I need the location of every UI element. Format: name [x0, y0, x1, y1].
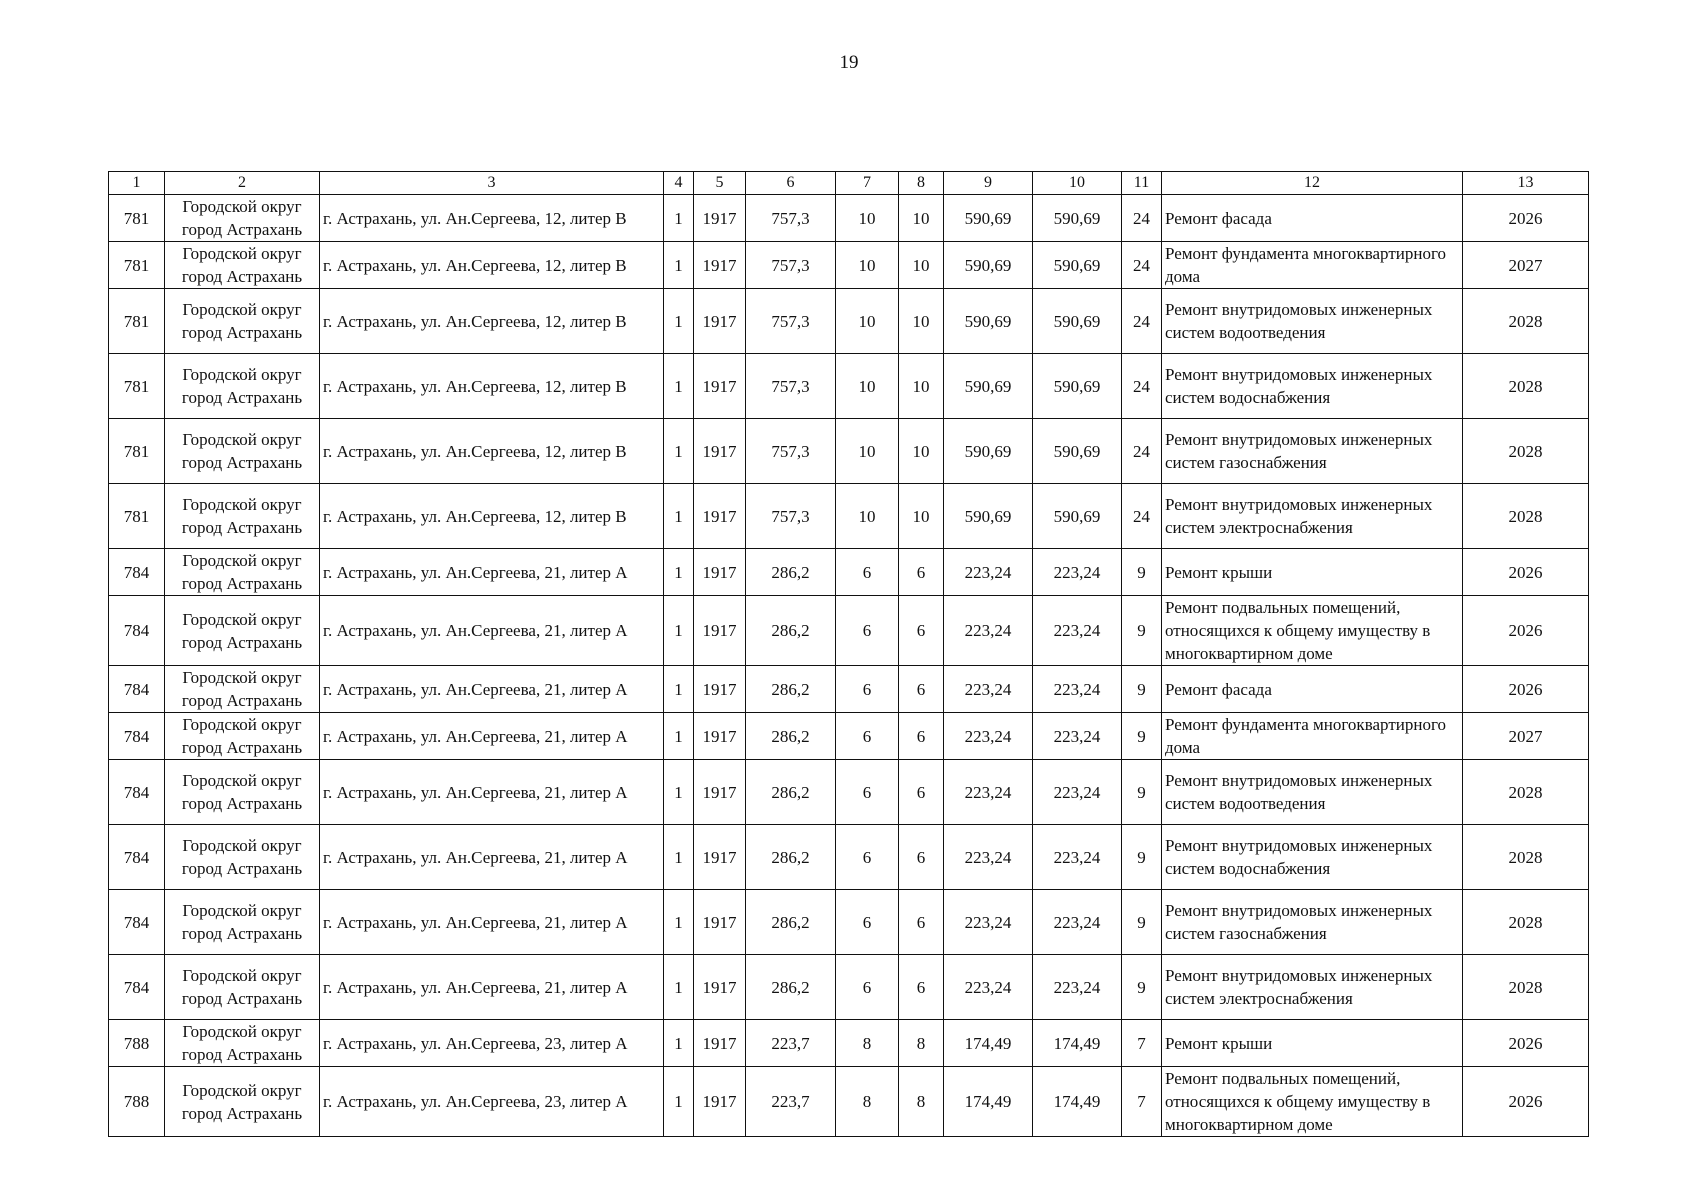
- municipality-cell: Городской округ город Астрахань: [165, 955, 320, 1020]
- address-cell: г. Астрахань, ул. Ан.Сергеева, 12, литер В: [320, 419, 664, 484]
- column-number-row: [109, 172, 1589, 195]
- col-8-cell: 8: [899, 1067, 944, 1137]
- repair-work-cell: Ремонт крыши: [1162, 549, 1463, 596]
- col-11-cell: 9: [1122, 955, 1162, 1020]
- col-9-cell: 174,49: [944, 1067, 1033, 1137]
- address-cell: г. Астрахань, ул. Ан.Сергеева, 21, литер А: [320, 890, 664, 955]
- table-row: [109, 354, 1589, 419]
- municipality-cell: Городской округ город Астрахань: [165, 713, 320, 760]
- col-10-cell: 590,69: [1033, 242, 1122, 289]
- col-6-cell: 286,2: [746, 890, 836, 955]
- col-8-cell: 6: [899, 666, 944, 713]
- col-6-cell: 757,3: [746, 354, 836, 419]
- address-cell: г. Астрахань, ул. Ан.Сергеева, 12, литер В: [320, 195, 664, 242]
- col-6-cell: 223,7: [746, 1067, 836, 1137]
- municipality-cell: Городской округ город Астрахань: [165, 825, 320, 890]
- col-8-cell: 10: [899, 195, 944, 242]
- col-7-cell: 6: [836, 713, 899, 760]
- column-header-7: 7: [836, 172, 899, 195]
- repair-work-cell: Ремонт внутридомовых инженерных систем электроснабжения: [1162, 955, 1463, 1020]
- col-9-cell: 590,69: [944, 419, 1033, 484]
- col-4-cell: 1: [664, 195, 694, 242]
- repair-work-cell: Ремонт крыши: [1162, 1020, 1463, 1067]
- municipality-cell: Городской округ город Астрахань: [165, 1067, 320, 1137]
- col-4-cell: 1: [664, 419, 694, 484]
- col-11-cell: 7: [1122, 1020, 1162, 1067]
- col-6-cell: 223,7: [746, 1020, 836, 1067]
- repair-year-cell: 2028: [1463, 419, 1589, 484]
- col-10-cell: 223,24: [1033, 955, 1122, 1020]
- address-cell: г. Астрахань, ул. Ан.Сергеева, 21, литер А: [320, 549, 664, 596]
- col-4-cell: 1: [664, 354, 694, 419]
- col-4-cell: 1: [664, 549, 694, 596]
- col-8-cell: 10: [899, 242, 944, 289]
- col-11-cell: 24: [1122, 289, 1162, 354]
- row-number-cell: 781: [109, 484, 165, 549]
- column-header-2: 2: [165, 172, 320, 195]
- col-6-cell: 757,3: [746, 289, 836, 354]
- col-8-cell: 10: [899, 354, 944, 419]
- municipality-cell: Городской округ город Астрахань: [165, 760, 320, 825]
- table-row: [109, 713, 1589, 760]
- municipality-cell: Городской округ город Астрахань: [165, 1020, 320, 1067]
- row-number-cell: 784: [109, 760, 165, 825]
- column-header-4: 4: [664, 172, 694, 195]
- repair-year-cell: 2026: [1463, 596, 1589, 666]
- address-cell: г. Астрахань, ул. Ан.Сергеева, 21, литер А: [320, 760, 664, 825]
- col-6-cell: 286,2: [746, 549, 836, 596]
- repair-year-cell: 2026: [1463, 1067, 1589, 1137]
- repair-year-cell: 2028: [1463, 955, 1589, 1020]
- municipality-cell: Городской округ город Астрахань: [165, 666, 320, 713]
- col-9-cell: 223,24: [944, 713, 1033, 760]
- row-number-cell: 781: [109, 195, 165, 242]
- table-row: [109, 419, 1589, 484]
- row-number-cell: 781: [109, 289, 165, 354]
- build-year-cell: 1917: [694, 825, 746, 890]
- repair-work-cell: Ремонт внутридомовых инженерных систем газоснабжения: [1162, 890, 1463, 955]
- col-10-cell: 590,69: [1033, 289, 1122, 354]
- col-11-cell: 9: [1122, 666, 1162, 713]
- column-header-5: 5: [694, 172, 746, 195]
- repair-work-cell: Ремонт подвальных помещений, относящихся к общему имуществу в многоквартирном доме: [1162, 1067, 1463, 1137]
- municipality-cell: Городской округ город Астрахань: [165, 484, 320, 549]
- build-year-cell: 1917: [694, 549, 746, 596]
- col-7-cell: 10: [836, 242, 899, 289]
- col-6-cell: 757,3: [746, 195, 836, 242]
- col-7-cell: 6: [836, 666, 899, 713]
- col-7-cell: 10: [836, 289, 899, 354]
- col-4-cell: 1: [664, 890, 694, 955]
- col-9-cell: 590,69: [944, 289, 1033, 354]
- col-11-cell: 9: [1122, 549, 1162, 596]
- col-10-cell: 174,49: [1033, 1067, 1122, 1137]
- col-8-cell: 10: [899, 289, 944, 354]
- repair-work-cell: Ремонт внутридомовых инженерных систем водоотведения: [1162, 289, 1463, 354]
- address-cell: г. Астрахань, ул. Ан.Сергеева, 21, литер А: [320, 955, 664, 1020]
- row-number-cell: 784: [109, 596, 165, 666]
- col-6-cell: 286,2: [746, 955, 836, 1020]
- col-8-cell: 6: [899, 760, 944, 825]
- address-cell: г. Астрахань, ул. Ан.Сергеева, 12, литер В: [320, 289, 664, 354]
- repair-work-cell: Ремонт внутридомовых инженерных систем электроснабжения: [1162, 484, 1463, 549]
- col-11-cell: 24: [1122, 242, 1162, 289]
- col-8-cell: 6: [899, 825, 944, 890]
- col-7-cell: 6: [836, 549, 899, 596]
- repair-work-cell: Ремонт фасада: [1162, 666, 1463, 713]
- column-header-6: 6: [746, 172, 836, 195]
- row-number-cell: 781: [109, 242, 165, 289]
- build-year-cell: 1917: [694, 1067, 746, 1137]
- col-6-cell: 286,2: [746, 713, 836, 760]
- column-header-12: 12: [1162, 172, 1463, 195]
- col-7-cell: 6: [836, 596, 899, 666]
- municipality-cell: Городской округ город Астрахань: [165, 596, 320, 666]
- municipality-cell: Городской округ город Астрахань: [165, 419, 320, 484]
- col-9-cell: 590,69: [944, 195, 1033, 242]
- col-7-cell: 10: [836, 195, 899, 242]
- build-year-cell: 1917: [694, 890, 746, 955]
- build-year-cell: 1917: [694, 484, 746, 549]
- address-cell: г. Астрахань, ул. Ан.Сергеева, 23, литер А: [320, 1020, 664, 1067]
- col-6-cell: 757,3: [746, 484, 836, 549]
- col-7-cell: 6: [836, 955, 899, 1020]
- table-row: [109, 666, 1589, 713]
- col-8-cell: 10: [899, 419, 944, 484]
- col-9-cell: 590,69: [944, 354, 1033, 419]
- row-number-cell: 788: [109, 1067, 165, 1137]
- build-year-cell: 1917: [694, 955, 746, 1020]
- table-row: [109, 890, 1589, 955]
- col-10-cell: 223,24: [1033, 549, 1122, 596]
- col-9-cell: 223,24: [944, 825, 1033, 890]
- col-4-cell: 1: [664, 289, 694, 354]
- col-7-cell: 10: [836, 419, 899, 484]
- col-7-cell: 6: [836, 890, 899, 955]
- row-number-cell: 784: [109, 713, 165, 760]
- address-cell: г. Астрахань, ул. Ан.Сергеева, 21, литер А: [320, 666, 664, 713]
- col-8-cell: 6: [899, 955, 944, 1020]
- repair-year-cell: 2028: [1463, 890, 1589, 955]
- col-9-cell: 223,24: [944, 760, 1033, 825]
- col-8-cell: 6: [899, 549, 944, 596]
- col-10-cell: 223,24: [1033, 825, 1122, 890]
- col-11-cell: 9: [1122, 713, 1162, 760]
- repair-year-cell: 2028: [1463, 354, 1589, 419]
- address-cell: г. Астрахань, ул. Ан.Сергеева, 12, литер В: [320, 484, 664, 549]
- col-7-cell: 8: [836, 1020, 899, 1067]
- col-4-cell: 1: [664, 596, 694, 666]
- col-11-cell: 24: [1122, 419, 1162, 484]
- col-9-cell: 590,69: [944, 484, 1033, 549]
- col-4-cell: 1: [664, 1020, 694, 1067]
- col-11-cell: 24: [1122, 354, 1162, 419]
- build-year-cell: 1917: [694, 289, 746, 354]
- column-header-3: 3: [320, 172, 664, 195]
- table-row: [109, 549, 1589, 596]
- column-header-1: 1: [109, 172, 165, 195]
- col-11-cell: 24: [1122, 484, 1162, 549]
- col-11-cell: 24: [1122, 195, 1162, 242]
- col-8-cell: 6: [899, 713, 944, 760]
- address-cell: г. Астрахань, ул. Ан.Сергеева, 12, литер В: [320, 242, 664, 289]
- col-10-cell: 223,24: [1033, 760, 1122, 825]
- col-10-cell: 223,24: [1033, 890, 1122, 955]
- build-year-cell: 1917: [694, 760, 746, 825]
- table-row: [109, 955, 1589, 1020]
- build-year-cell: 1917: [694, 419, 746, 484]
- col-4-cell: 1: [664, 825, 694, 890]
- col-4-cell: 1: [664, 242, 694, 289]
- col-9-cell: 223,24: [944, 955, 1033, 1020]
- col-8-cell: 8: [899, 1020, 944, 1067]
- table-row: [109, 242, 1589, 289]
- municipality-cell: Городской округ город Астрахань: [165, 289, 320, 354]
- col-4-cell: 1: [664, 955, 694, 1020]
- col-4-cell: 1: [664, 484, 694, 549]
- address-cell: г. Астрахань, ул. Ан.Сергеева, 21, литер А: [320, 713, 664, 760]
- table-row: [109, 1067, 1589, 1137]
- municipality-cell: Городской округ город Астрахань: [165, 242, 320, 289]
- row-number-cell: 788: [109, 1020, 165, 1067]
- col-8-cell: 6: [899, 890, 944, 955]
- table-row: [109, 825, 1589, 890]
- col-6-cell: 286,2: [746, 666, 836, 713]
- municipality-cell: Городской округ город Астрахань: [165, 890, 320, 955]
- row-number-cell: 781: [109, 419, 165, 484]
- col-4-cell: 1: [664, 1067, 694, 1137]
- table-row: [109, 1020, 1589, 1067]
- address-cell: г. Астрахань, ул. Ан.Сергеева, 12, литер В: [320, 354, 664, 419]
- col-11-cell: 9: [1122, 825, 1162, 890]
- build-year-cell: 1917: [694, 666, 746, 713]
- table-row: [109, 195, 1589, 242]
- col-10-cell: 590,69: [1033, 419, 1122, 484]
- column-header-8: 8: [899, 172, 944, 195]
- col-9-cell: 223,24: [944, 666, 1033, 713]
- column-header-9: 9: [944, 172, 1033, 195]
- repair-work-cell: Ремонт внутридомовых инженерных систем газоснабжения: [1162, 419, 1463, 484]
- table-row: [109, 760, 1589, 825]
- col-10-cell: 223,24: [1033, 596, 1122, 666]
- build-year-cell: 1917: [694, 354, 746, 419]
- page-number: 19: [839, 52, 859, 73]
- build-year-cell: 1917: [694, 1020, 746, 1067]
- col-4-cell: 1: [664, 760, 694, 825]
- row-number-cell: 784: [109, 890, 165, 955]
- row-number-cell: 784: [109, 955, 165, 1020]
- repair-work-cell: Ремонт фасада: [1162, 195, 1463, 242]
- repair-year-cell: 2028: [1463, 825, 1589, 890]
- table-row: [109, 289, 1589, 354]
- table-row: [109, 596, 1589, 666]
- repair-year-cell: 2027: [1463, 713, 1589, 760]
- repair-year-cell: 2026: [1463, 1020, 1589, 1067]
- column-header-13: 13: [1463, 172, 1589, 195]
- col-9-cell: 223,24: [944, 890, 1033, 955]
- col-11-cell: 9: [1122, 890, 1162, 955]
- repair-year-cell: 2028: [1463, 484, 1589, 549]
- col-6-cell: 757,3: [746, 242, 836, 289]
- address-cell: г. Астрахань, ул. Ан.Сергеева, 21, литер А: [320, 825, 664, 890]
- repair-work-cell: Ремонт внутридомовых инженерных систем водоснабжения: [1162, 825, 1463, 890]
- repair-schedule-table: [108, 171, 1589, 1137]
- col-6-cell: 286,2: [746, 825, 836, 890]
- repair-work-cell: Ремонт внутридомовых инженерных систем водоснабжения: [1162, 354, 1463, 419]
- column-header-11: 11: [1122, 172, 1162, 195]
- row-number-cell: 781: [109, 354, 165, 419]
- repair-work-cell: Ремонт фундамента многоквартирного дома: [1162, 242, 1463, 289]
- build-year-cell: 1917: [694, 242, 746, 289]
- col-11-cell: 7: [1122, 1067, 1162, 1137]
- col-10-cell: 174,49: [1033, 1020, 1122, 1067]
- build-year-cell: 1917: [694, 713, 746, 760]
- row-number-cell: 784: [109, 825, 165, 890]
- table-row: [109, 484, 1589, 549]
- col-9-cell: 174,49: [944, 1020, 1033, 1067]
- col-11-cell: 9: [1122, 596, 1162, 666]
- col-6-cell: 286,2: [746, 596, 836, 666]
- col-10-cell: 223,24: [1033, 713, 1122, 760]
- col-7-cell: 10: [836, 484, 899, 549]
- address-cell: г. Астрахань, ул. Ан.Сергеева, 23, литер А: [320, 1067, 664, 1137]
- address-cell: г. Астрахань, ул. Ан.Сергеева, 21, литер А: [320, 596, 664, 666]
- row-number-cell: 784: [109, 549, 165, 596]
- repair-work-cell: Ремонт фундамента многоквартирного дома: [1162, 713, 1463, 760]
- repair-year-cell: 2026: [1463, 549, 1589, 596]
- col-11-cell: 9: [1122, 760, 1162, 825]
- col-10-cell: 223,24: [1033, 666, 1122, 713]
- col-7-cell: 8: [836, 1067, 899, 1137]
- col-9-cell: 223,24: [944, 596, 1033, 666]
- col-9-cell: 590,69: [944, 242, 1033, 289]
- col-8-cell: 10: [899, 484, 944, 549]
- municipality-cell: Городской округ город Астрахань: [165, 354, 320, 419]
- col-4-cell: 1: [664, 713, 694, 760]
- col-4-cell: 1: [664, 666, 694, 713]
- repair-year-cell: 2026: [1463, 666, 1589, 713]
- repair-work-cell: Ремонт внутридомовых инженерных систем водоотведения: [1162, 760, 1463, 825]
- col-6-cell: 286,2: [746, 760, 836, 825]
- municipality-cell: Городской округ город Астрахань: [165, 195, 320, 242]
- repair-year-cell: 2027: [1463, 242, 1589, 289]
- repair-year-cell: 2028: [1463, 760, 1589, 825]
- municipality-cell: Городской округ город Астрахань: [165, 549, 320, 596]
- table-body: [109, 195, 1589, 1137]
- col-7-cell: 6: [836, 825, 899, 890]
- col-10-cell: 590,69: [1033, 484, 1122, 549]
- repair-work-cell: Ремонт подвальных помещений, относящихся к общему имуществу в многоквартирном доме: [1162, 596, 1463, 666]
- build-year-cell: 1917: [694, 596, 746, 666]
- col-10-cell: 590,69: [1033, 354, 1122, 419]
- build-year-cell: 1917: [694, 195, 746, 242]
- col-7-cell: 6: [836, 760, 899, 825]
- col-8-cell: 6: [899, 596, 944, 666]
- row-number-cell: 784: [109, 666, 165, 713]
- col-7-cell: 10: [836, 354, 899, 419]
- repair-year-cell: 2026: [1463, 195, 1589, 242]
- column-header-10: 10: [1033, 172, 1122, 195]
- repair-year-cell: 2028: [1463, 289, 1589, 354]
- col-9-cell: 223,24: [944, 549, 1033, 596]
- col-6-cell: 757,3: [746, 419, 836, 484]
- col-10-cell: 590,69: [1033, 195, 1122, 242]
